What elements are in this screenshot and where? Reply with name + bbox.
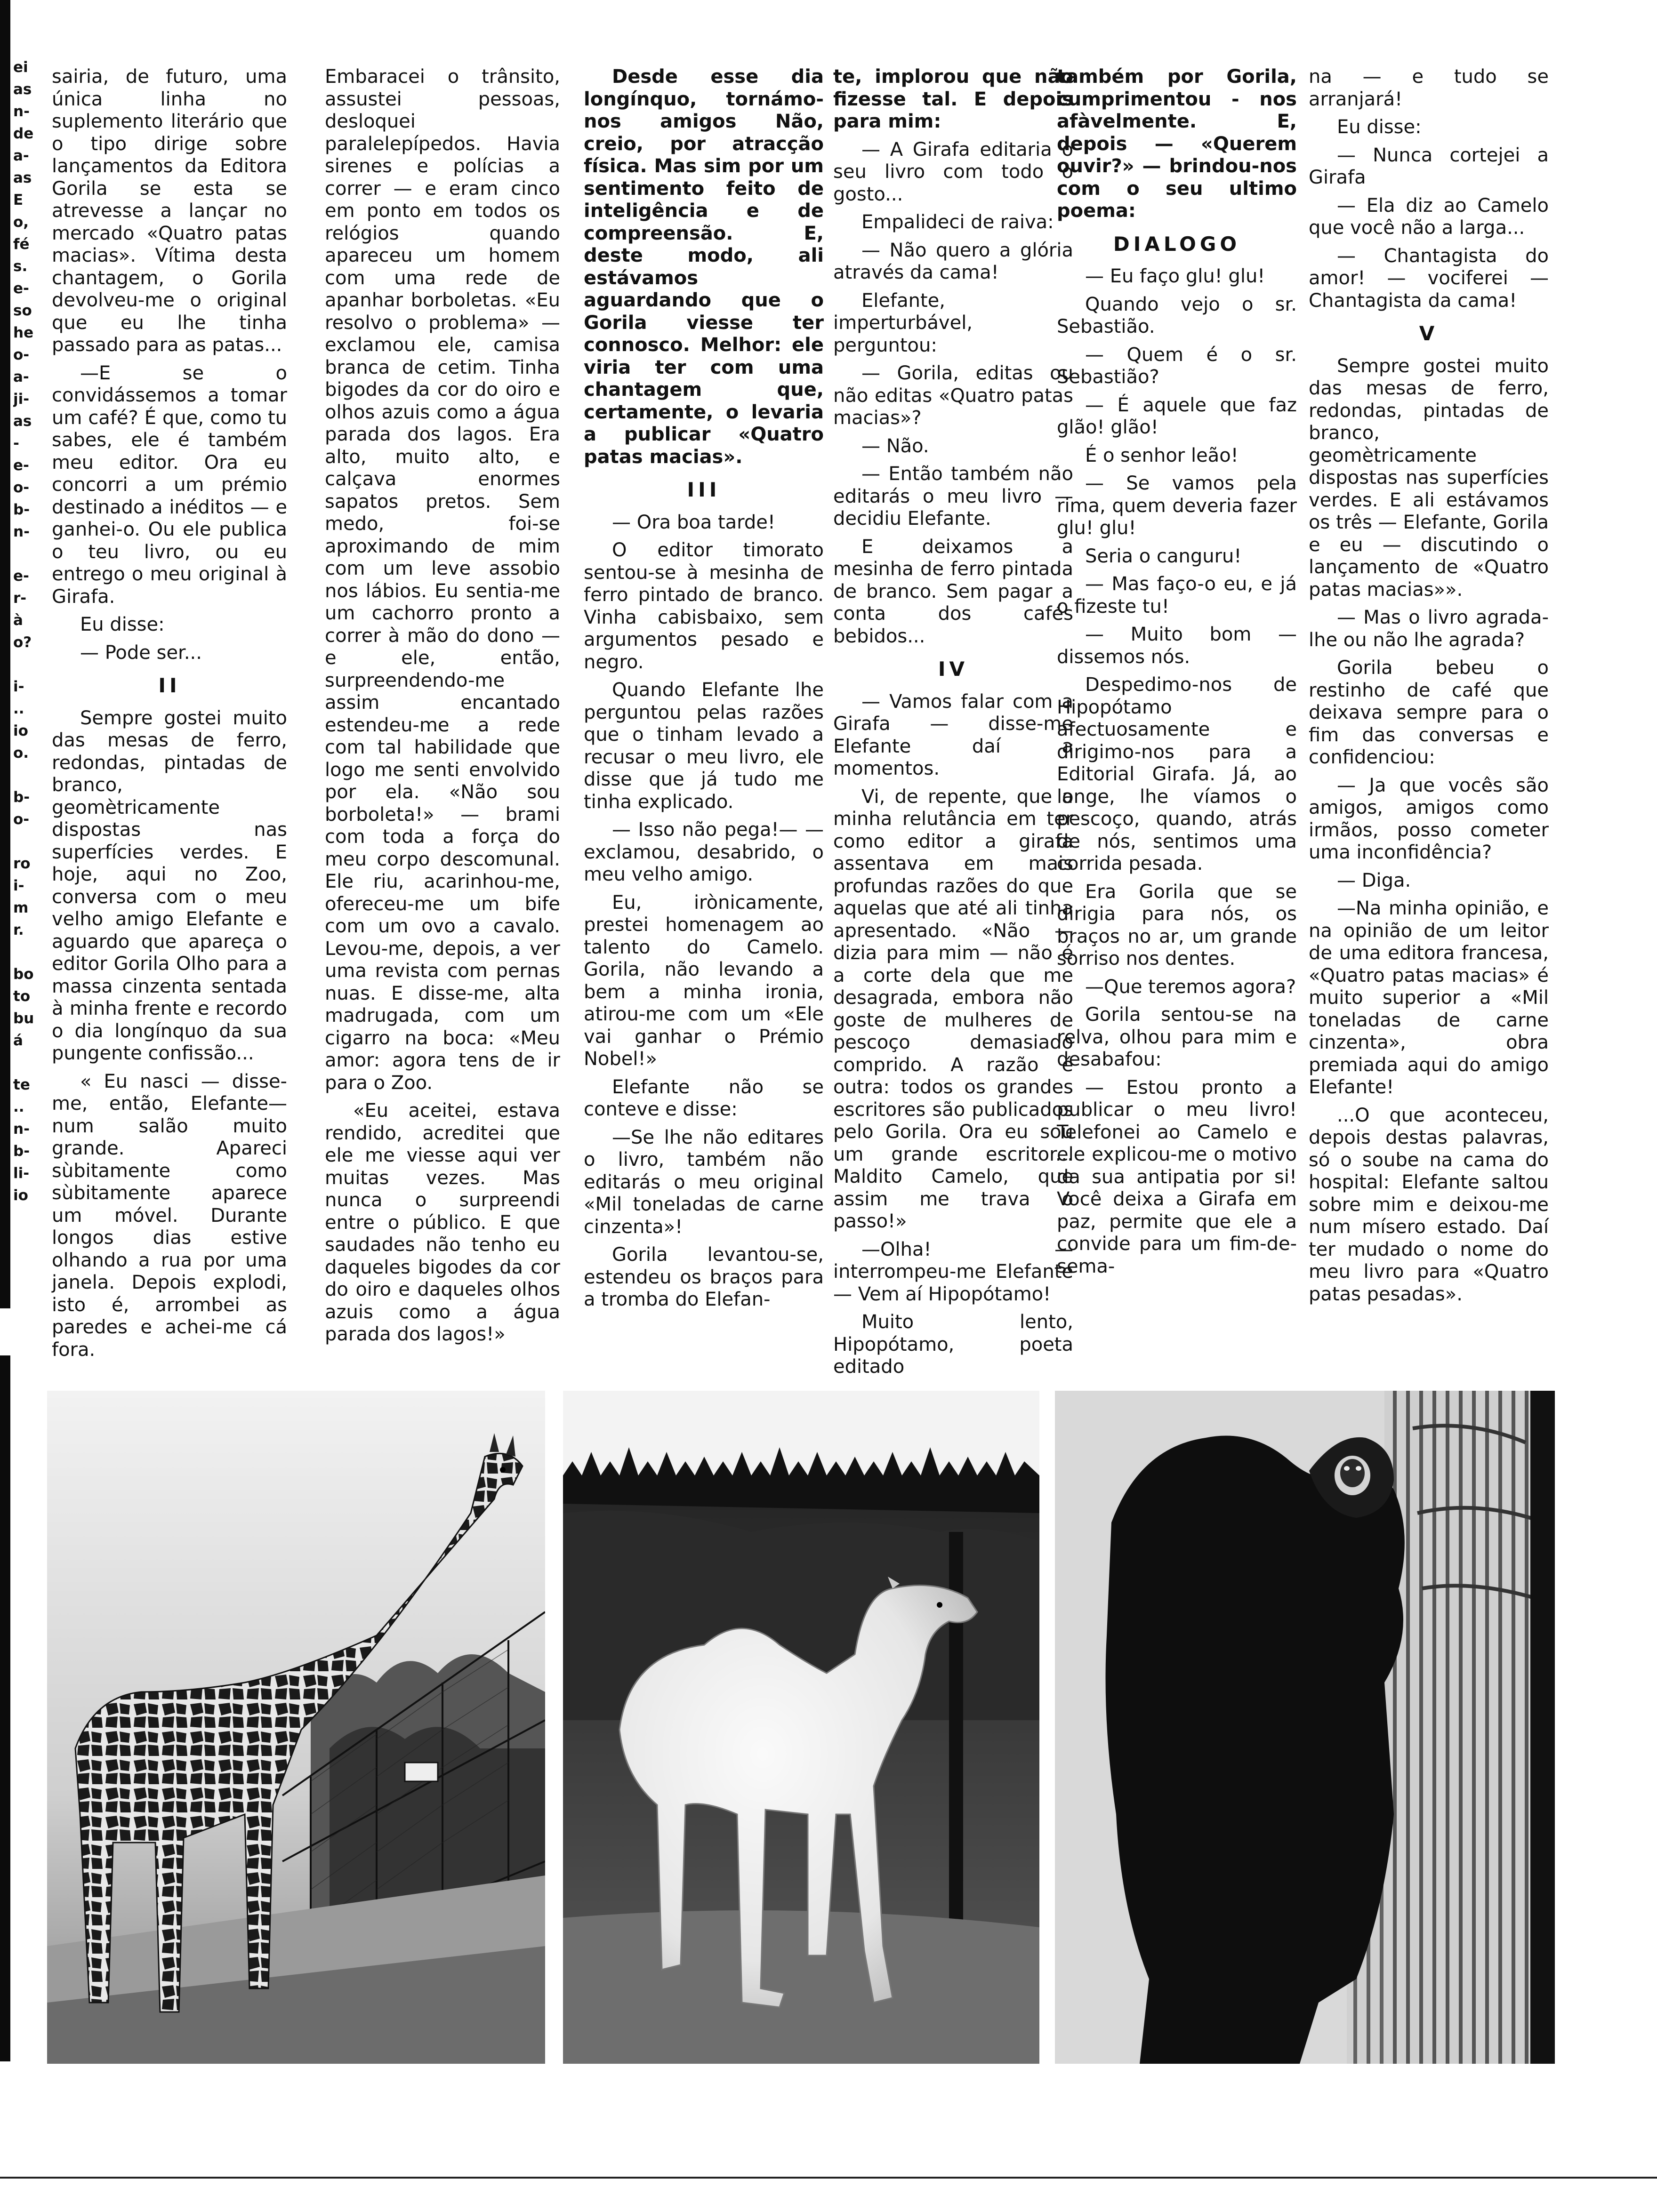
gutter-fragment: so — [13, 302, 32, 319]
giraffe-photo — [47, 1391, 545, 2064]
column-3 — [584, 66, 824, 1317]
gutter-fragment: r. — [13, 922, 24, 938]
gutter-fragment: n- — [13, 1121, 30, 1138]
paragraph: — Ora boa tarde! — [612, 511, 775, 533]
gutter-fragment: á — [13, 1032, 23, 1049]
gutter-fragment — [13, 941, 34, 963]
paragraph: Elefante, imperturbável, perguntou: — [833, 289, 973, 356]
paragraph: Eu disse: — [1337, 116, 1422, 138]
paragraph: —Se lhe não editares o livro, também não editarás o meu original «Mil toneladas de carne cinzenta»! — [584, 1126, 824, 1238]
gutter-fragment: b- — [13, 789, 30, 806]
paragraph: Vi, de repente, que a minha relutância em ter como editor a girafa assentava em mais profundas razões do que aquelas que até ali tinha apresentado. «Não — dizia para mim — não é a corte dela que me desagrada, embora não goste de mulheres de pescoço demasiado comprido. A razão é outra: todos os grandes escritores são publicados pelo Gorila. Ora eu sou um grande escritor... Maldito Camelo, que assim me trava o passo!» — [833, 785, 1073, 1232]
gutter-fragment: a- — [13, 147, 29, 164]
gutter-fragment: o. — [13, 745, 29, 761]
paragraph: Gorila bebeu o restinho de café que deixava sempre para o fim das conversas e confidenciou: — [1309, 657, 1549, 768]
paragraph: Despedimo-nos de Hipopótamo afectuosamente e dirigimo-nos para a Editorial Girafa. Já, ao longe, lhe víamos o pescoço, quando, atrás de nós, sentimos uma corrida pesada. — [1057, 674, 1297, 874]
gutter-fragment: - — [13, 435, 19, 452]
paragraph: Embaracei o trânsito, assustei pessoas, desloquei paralelepípedos. Havia sirenes e polícias a correr — e eram cinco em ponto em todos os relógios quando apareceu um homem com uma rede de apanhar borboletas. «Eu resolvo o problema» — exclamou ele, camisa branca de cetim. Tinha bigodes da cor do oiro e olhos azuis como a água parada dos lagos. Era alto, muito alto, e calçava enormes sapatos pretos. Sem medo, foi-se aproximando de mim com um leve assobio nos lábios. Eu sentia-me um cachorro pronto a correr à mão do dono — e ele, então, surpreendendo-me assim encantado estendeu-me a rede com tal habilidade que logo me senti envolvido por ela. «Não sou borboleta!» — brami com toda a força do meu corpo descomunal. Ele riu, acarinhou-me, ofereceu-me um bife com um ovo a cavalo. Levou-me, depois, a ver uma revista com pernas nuas. E disse-me, alta madrugada, com um cigarro na boca: «Meu amor: agora tens de ir para o Zoo. — [325, 66, 560, 1094]
paragraph: — Ja que vocês são amigos, amigos como irmãos, posso cometer uma inconfidência? — [1309, 774, 1549, 863]
gutter-fragment: bo — [13, 966, 34, 983]
gutter-fragment: e- — [13, 280, 29, 297]
paragraph: Era Gorila que se dirigia para nós, os braços no ar, um grande sorriso nos dentes. — [1057, 881, 1297, 970]
paragraph: — Eu faço glu! glu! — [1085, 265, 1265, 287]
section-heading: II — [158, 674, 181, 697]
paragraph: — Estou pronto a publicar o meu livro! Telefonei ao Camelo e ele explicou-me o motivo da sua antipatia por si! Você deixa a Girafa em paz, permite que ele a convide para um fim-de-sema- — [1057, 1076, 1297, 1277]
section-heading: III — [687, 478, 721, 501]
paragraph: Quando vejo o sr. Sebastião. — [1057, 293, 1297, 337]
gutter-fragment: io — [13, 1187, 28, 1204]
paragraph: «Eu aceitei, estava rendido, acreditei que ele me viesse aqui ver muitas vezes. Mas nunca o surpreendi entre o público. E que saudades não tenho eu daqueles bigodes da cor do oiro e daqueles olhos azuis como a água parada dos lagos!» — [325, 1100, 560, 1345]
column-5 — [1057, 66, 1297, 1283]
paragraph: —Olha! — interrompeu-me Elefante— Vem aí Hipopótamo! — [833, 1238, 1073, 1305]
gutter-fragment — [13, 654, 34, 676]
paragraph: — Mas faço-o eu, e já o fizeste tu! — [1057, 573, 1297, 617]
gutter-fragment: e- — [13, 568, 29, 585]
paragraph: Gorila sentou-se na relva, olhou para mim e desabafou: — [1057, 1004, 1297, 1070]
gutter-fragment — [13, 831, 34, 853]
gutter-fragment: b- — [13, 501, 30, 518]
paragraph: — Pode ser... — [80, 641, 202, 664]
gutter-fragment: .. — [13, 700, 24, 717]
paragraph: — Se vamos pela rima, quem deveria fazer glu! glu! — [1057, 473, 1297, 539]
paragraph: te, implorou que não fizesse tal. E depois para mim: — [833, 66, 1073, 132]
gutter-fragment: b- — [13, 1143, 30, 1160]
column-6 — [1309, 66, 1549, 1311]
paragraph: Sempre gostei muito das mesas de ferro, redondas, pintadas de branco, geomètricamente dispostas nas superfícies verdes. E hoje, aqui no Zoo, conversa com o meu velho amigo Elefante e aguardo que apareça o editor Gorila Olho para a massa cinzenta sentada à minha frente e recordo o dia longínquo da sua pungente confissão... — [52, 707, 287, 1064]
gutter-fragment: r- — [13, 590, 27, 607]
gutter-fragment: de — [13, 125, 34, 142]
previous-page-gutter-fragments — [13, 56, 34, 1318]
paragraph: « Eu nasci — disse-me, então, Elefante—num salão muito grande. Apareci sùbitamente como sùbitamente aparece um móvel. Durante longos dias estive olhando a rua por uma janela. Depois explodi, isto é, arrombei as paredes e achei-me cá fora. — [52, 1070, 287, 1361]
gutter-fragment: ei — [13, 59, 28, 76]
paragraph: — Quem é o sr. Sebastião? — [1057, 344, 1297, 388]
paragraph: Empalideci de raiva: — [861, 211, 1054, 233]
paragraph: O editor timorato sentou-se à mesinha de ferro pintado de branco. Vinha cabisbaixo, sem argumentos pesado e negro. — [584, 539, 824, 673]
gutter-fragment: fé — [13, 236, 30, 253]
paragraph: — A Girafa editaria o seu livro com todo o gosto... — [833, 138, 1073, 205]
paragraph: sairia, de futuro, uma única linha no suplemento literário que o tipo dirige sobre lançamentos da Editora Gorila se esta se atrevesse a lançar no mercado «Quatro patas macias». Vítima desta chantagem, o Gorila devolveu-me o original que eu lhe tinha passado para as patas... — [52, 66, 287, 356]
gutter-fragment: to — [13, 988, 31, 1005]
gutter-fragment: he — [13, 324, 34, 341]
paragraph: —Na minha opinião, e na opinião de um leitor de uma editora francesa, «Quatro patas macias» é muito superior a «Mil toneladas de carne cinzenta», obra premiada aqui do amigo Elefante! — [1309, 898, 1549, 1098]
paragraph: Sempre gostei muito das mesas de ferro, redondas, pintadas de branco, geomètricamente dispostas nas superfícies verdes. E ali estávamos os três — Elefante, Gorila e eu — discutindo o lançamento de «Quatro patas macias»». — [1309, 355, 1549, 601]
paragraph: —Que teremos agora? — [1085, 976, 1296, 998]
gutter-fragment: o- — [13, 346, 30, 363]
column-2 — [325, 66, 560, 1352]
paragraph: Eu disse: — [80, 614, 165, 635]
gutter-fragment: te — [13, 1076, 30, 1093]
gutter-fragment: n- — [13, 523, 30, 540]
gutter-fragment: n- — [13, 103, 30, 120]
paragraph: — Gorila, editas ou não editas «Quatro patas macias»? — [833, 362, 1073, 429]
paragraph: — Isso não pega!— — exclamou, desabrido, o meu velho amigo. — [584, 819, 824, 885]
gutter-fragment: m — [13, 899, 29, 916]
paragraph: — Chantagista do amor! — vociferei — Chantagista da cama! — [1309, 245, 1549, 312]
paragraph: — Vamos falar com a Girafa — disse-me Elefante daí a momentos. — [833, 690, 1073, 779]
column-4 — [833, 66, 1073, 1384]
gutter-fragment: bu — [13, 1010, 34, 1027]
paragraph: ...O que aconteceu, depois destas palavras, só o soube na cama do hospital: Elefante saltou sobre mim e deixou-me num mísero estado. Daí ter mudado o nome do meu livro para «Quatro patas pesadas». — [1309, 1104, 1549, 1305]
page-edge-shadow-lower — [0, 1355, 10, 2061]
section-heading: IV — [938, 657, 969, 681]
section-heading: V — [1419, 322, 1439, 345]
paragraph: — Mas o livro agrada-lhe ou não lhe agrada? — [1309, 607, 1549, 651]
paragraph: Elefante não se conteve e disse: — [584, 1076, 824, 1120]
gutter-fragment: o? — [13, 634, 32, 651]
gutter-fragment: o, — [13, 214, 29, 231]
paragraph: — Muito bom — dissemos nós. — [1057, 624, 1297, 668]
gutter-fragment: o- — [13, 479, 30, 496]
gutter-fragment: i- — [13, 877, 24, 894]
page-bottom-rule — [0, 2177, 1657, 2179]
gutter-fragment: a- — [13, 369, 29, 385]
gutter-fragment: à — [13, 612, 23, 629]
gutter-fragment: ro — [13, 855, 31, 872]
paragraph: — Não. — [861, 435, 929, 457]
paragraph: É o senhor leão! — [1085, 444, 1239, 466]
gutter-fragment: s. — [13, 258, 28, 275]
camel-photo — [563, 1391, 1039, 2064]
gutter-fragment — [13, 764, 34, 786]
gutter-fragment: as — [13, 81, 32, 98]
paragraph: Eu, irònicamente, prestei homenagem ao talento do Camelo. Gorila, não levando a bem a minha ironia, atirou-me com um «Ele vai ganhar o Prémio Nobel!» — [584, 891, 824, 1070]
gutter-fragment: li- — [13, 1165, 30, 1182]
paragraph: Quando Elefante lhe perguntou pelas razões que o tinham levado a recusar o meu livro, ele disse que já tudo me tinha explicado. — [584, 679, 824, 813]
paragraph: — Diga. — [1337, 869, 1411, 891]
column-1 — [52, 66, 287, 1367]
paragraph: Muito lento, Hipopótamo, poeta editado — [833, 1311, 1073, 1378]
gutter-fragment — [13, 543, 34, 565]
gutter-fragment: as — [13, 413, 32, 430]
paragraph: — É aquele que faz glão! glão! — [1057, 394, 1297, 438]
paragraph: —E se o convidássemos a tomar um café? É que, como tu sabes, ele é também meu editor. Ora eu concorri a um prémio destinado a inéditos — e ganhei-o. Ou ele publica o teu livro, ou eu entrego o meu original à Girafa. — [52, 362, 287, 608]
gutter-fragment: ji- — [13, 391, 30, 408]
gutter-fragment: io — [13, 722, 28, 739]
paragraph: E deixamos a mesinha de ferro pintada de branco. Sem pagar a conta dos cafés bebidos... — [833, 536, 1073, 647]
gutter-fragment: i- — [13, 678, 24, 695]
paragraph: também por Gorila, cumprimentou - nos afàvelmente. E, depois — «Querem ouvir?» — brindou-nos com o seu ultimo poema: — [1057, 66, 1297, 222]
gutter-fragment: .. — [13, 1098, 24, 1115]
paragraph: Gorila levantou-se, estendeu os braços para a tromba do Elefan- — [584, 1244, 824, 1310]
paragraph: na — e tudo se arranjará! — [1309, 66, 1549, 110]
paragraph: — Não quero a glória através da cama! — [833, 239, 1073, 283]
page-edge-shadow — [0, 0, 10, 1308]
paragraph: — Então também não editarás o meu livro — decidiu Elefante. — [833, 463, 1073, 529]
paragraph: — Nunca cortejei a Girafa — [1309, 144, 1549, 188]
section-heading: DIALOGO — [1113, 232, 1241, 256]
gutter-fragment — [13, 1052, 34, 1074]
gutter-fragment: e- — [13, 457, 29, 474]
paragraph: Seria o canguru! — [1085, 545, 1242, 567]
gutter-fragment: as — [13, 169, 32, 186]
gutter-fragment: E — [13, 192, 24, 208]
gutter-fragment: o- — [13, 811, 30, 828]
paragraph: Desde esse dia longínquo, tornámo-nos amigos Não, creio, por atracção física. Mas sim por um sentimento feito de inteligência e de compreensão. E, deste modo, ali estávamos aguardando que o Gorila viesse ter connosco. Melhor: ele viria ter com uma chantagem que, certamente, o levaria a publicar «Quatro patas macias». — [584, 66, 824, 468]
gorilla-photo — [1055, 1391, 1555, 2064]
paragraph: — Ela diz ao Camelo que você não a larga... — [1309, 194, 1549, 239]
